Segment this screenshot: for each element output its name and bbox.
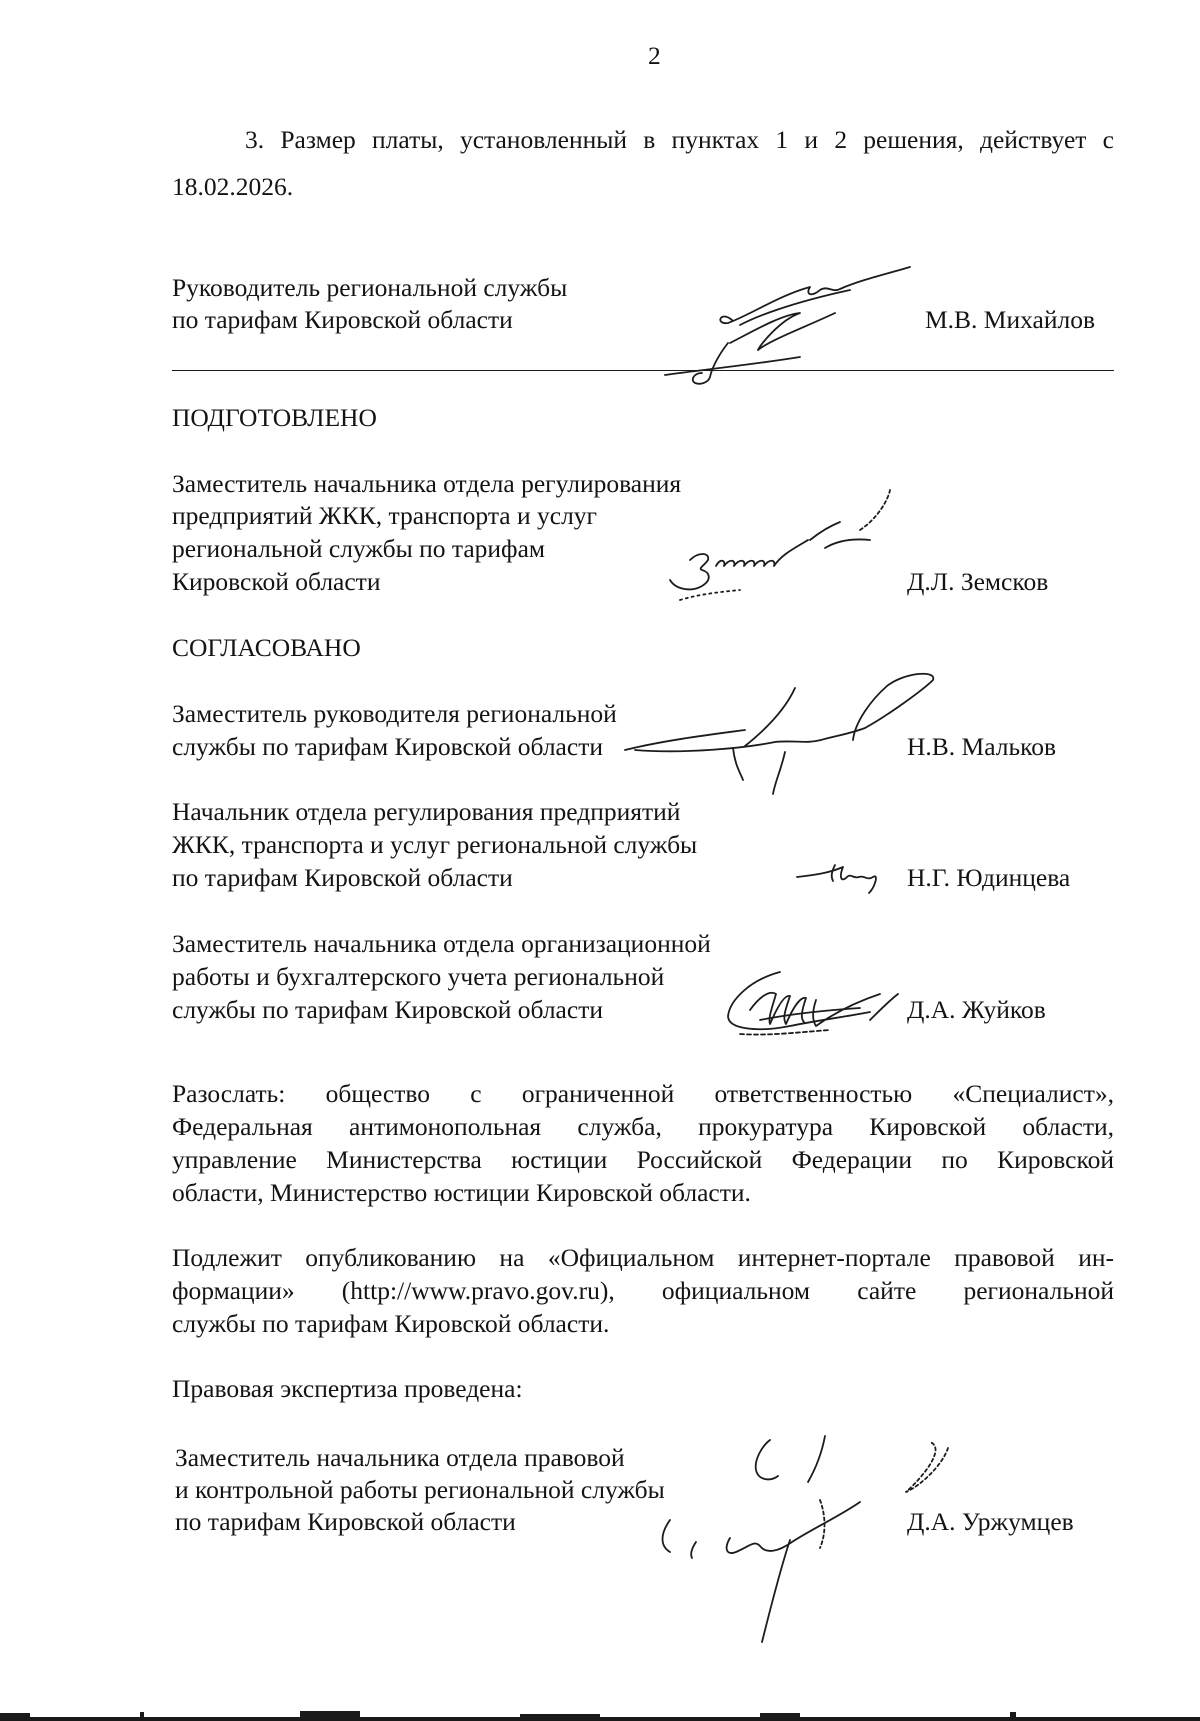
publication-line-1: Подлежит опубликованию на «Официальном интернет-портале правовой ин- xyxy=(172,1243,1114,1272)
prepared-heading: ПОДГОТОВЛЕНО xyxy=(172,403,377,432)
agreed-signer-2-name: Н.Г. Юдинцева xyxy=(907,863,1071,892)
agreed-signer-1-title-line-2: службы по тарифам Кировской области xyxy=(172,732,603,761)
head-title-line-2: по тарифам Кировской области xyxy=(172,305,513,334)
distribution-line-2: Федеральная антимонопольная служба, прокуратура Кировской области, xyxy=(172,1112,1114,1141)
agreed-signer-3-title-line-1: Заместитель начальника отдела организационной xyxy=(172,929,711,958)
agreed-signer-1-name: Н.В. Мальков xyxy=(907,732,1057,761)
head-name: М.В. Михайлов xyxy=(925,305,1096,334)
legal-review-heading: Правовая экспертиза проведена: xyxy=(172,1374,523,1403)
divider-line xyxy=(172,370,1114,371)
head-signature xyxy=(660,265,920,395)
agreed-signer-3-name: Д.А. Жуйков xyxy=(907,995,1046,1024)
prepared-title-line-2: предприятий ЖКК, транспорта и услуг xyxy=(172,501,598,530)
prepared-title-line-3: региональной службы по тарифам xyxy=(172,534,546,563)
agreed-signer-1-title-line-1: Заместитель руководителя региональной xyxy=(172,699,617,728)
agreed-signer-1-signature xyxy=(625,670,955,800)
publication-line-2: формации» (http://www.pravo.gov.ru), официальном сайте региональной xyxy=(172,1276,1114,1305)
agreed-signer-2-title-line-3: по тарифам Кировской области xyxy=(172,863,513,892)
publication-line-3: службы по тарифам Кировской области. xyxy=(172,1309,610,1338)
prepared-title-line-1: Заместитель начальника отдела регулирования xyxy=(172,469,682,498)
agreed-heading: СОГЛАСОВАНО xyxy=(172,633,361,662)
agreed-signer-3-title-line-2: работы и бухгалтерского учета региональной xyxy=(172,962,665,991)
distribution-line-1: Разослать: общество с ограниченной ответственностью «Специалист», xyxy=(172,1079,1114,1108)
legal-review-title-line-1: Заместитель начальника отдела правовой xyxy=(175,1443,625,1472)
agreed-signer-3-title-line-3: службы по тарифам Кировской области xyxy=(172,995,603,1024)
paragraph-3-line-2: 18.02.2026. xyxy=(172,172,294,201)
prepared-name: Д.Л. Земсков xyxy=(907,567,1049,596)
legal-review-signature xyxy=(630,1430,950,1660)
legal-review-title-line-2: и контрольной работы региональной службы xyxy=(175,1475,665,1504)
agreed-signer-2-signature xyxy=(795,855,905,905)
scan-edge-artifact xyxy=(0,1711,1200,1721)
head-title-line-1: Руководитель региональной службы xyxy=(172,273,568,302)
distribution-line-3: управление Министерства юстиции Российской Федерации по Кировской xyxy=(172,1145,1114,1174)
legal-review-name: Д.А. Уржумцев xyxy=(907,1507,1074,1536)
distribution-line-4: области, Министерство юстиции Кировской области. xyxy=(172,1178,751,1207)
page-number: 2 xyxy=(648,41,661,70)
agreed-signer-2-title-line-2: ЖКК, транспорта и услуг региональной службы xyxy=(172,830,698,859)
agreed-signer-2-title-line-1: Начальник отдела регулирования предприятий xyxy=(172,797,681,826)
prepared-signature xyxy=(640,480,920,630)
paragraph-3-line-1: 3. Размер платы, установленный в пунктах 1 и 2 решения, действует с xyxy=(245,125,1114,154)
prepared-title-line-4: Кировской области xyxy=(172,567,381,596)
legal-review-title-line-3: по тарифам Кировской области xyxy=(175,1507,516,1536)
agreed-signer-3-signature xyxy=(720,960,920,1060)
